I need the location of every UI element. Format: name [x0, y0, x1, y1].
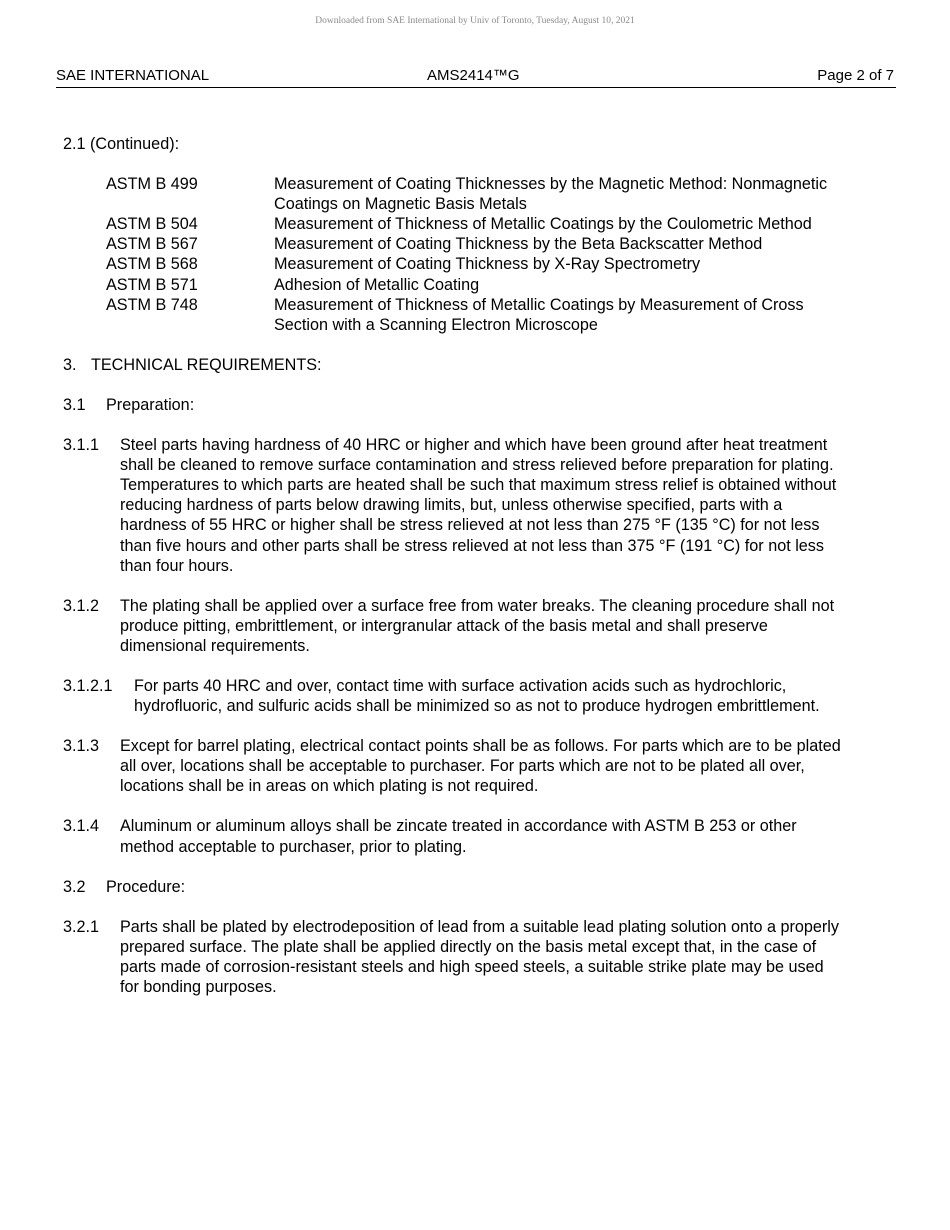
paragraph-text: Parts shall be plated by electrodeposition of lead from a suitable lead plating solution onto a properly prepared surface. The plate shall be applied directly on the basis metal except that, in the case of parts made of corrosion-resistant steels and high speed steels, a suitable strike plate may be used for bonding purposes. [120, 917, 839, 996]
section-title: Procedure: [106, 877, 186, 896]
paragraph-text: Steel parts having hardness of 40 HRC or higher and which have been ground after heat treatment shall be cleaned to remove surface contamination and stress relieved before preparation for plating. Temperatures to which parts are heated shall be such that maximum stress relief is obtained without reducing hardness of parts below drawing limits, but, unless otherwise specified, parts with a hardness of 55 HRC or higher shall be stress relieved at not less than 275 °F (135 °C) for not less than five hours and other parts shall be stress relieved at not less than 375 °F (191 °C) for not less than four hours. [120, 436, 837, 575]
section-number: 3.2 [63, 877, 86, 896]
paragraph-text: Aluminum or aluminum alloys shall be zincate treated in accordance with ASTM B 253 or other method acceptable to purchaser, prior to plating. [120, 817, 797, 856]
paragraph-number: 3.1.3 [63, 737, 100, 756]
reference-row [106, 275, 834, 295]
section-number: 3. [63, 355, 77, 374]
paragraph-number: 3.1.2 [63, 596, 100, 615]
paragraph-text: The plating shall be applied over a surface free from water breaks. The cleaning procedure shall not produce pitting, embrittlement, or intergranular attack of the basis metal and shall preserve dimensional requirements. [120, 596, 835, 655]
section-3-1-heading [63, 395, 843, 415]
reference-code: ASTM B 571 [106, 275, 198, 294]
reference-title: Measurement of Coating Thickness by the Beta Backscatter Method [274, 235, 763, 254]
paragraph-text: For parts 40 HRC and over, contact time with surface activation acids such as hydrochloric, hydrofluoric, and sulfuric acids shall be minimized so as not to produce hydrogen embrittlement. [134, 676, 820, 716]
paragraph-3-1-4 [63, 816, 843, 856]
page-header [56, 67, 896, 88]
reference-title: Adhesion of Metallic Coating [274, 275, 480, 294]
section-number: 3.1 [63, 395, 86, 414]
reference-code: ASTM B 567 [106, 235, 198, 254]
reference-code: ASTM B 499 [106, 175, 198, 194]
section-3-heading [63, 355, 843, 375]
paragraph-text: Except for barrel plating, electrical contact points shall be as follows. For parts which are to be plated all over, locations shall be acceptable to purchaser. For parts which are not to be plated all over, locations shall be in areas on which plating is not required. [120, 737, 841, 796]
paragraph-3-1-3 [63, 736, 843, 796]
continued-label: 2.1 (Continued): [63, 135, 180, 153]
paragraph-number: 3.1.1 [63, 436, 100, 455]
paragraph-3-1-1 [63, 435, 843, 576]
header-organization: SAE INTERNATIONAL [56, 67, 210, 84]
header-document-number: AMS2414™G [427, 67, 520, 84]
reference-list [106, 174, 834, 335]
reference-row [106, 295, 834, 335]
reference-code: ASTM B 748 [106, 295, 198, 314]
download-watermark: Downloaded from SAE International by Univ of Toronto, Tuesday, August 10, 2021 [315, 16, 635, 26]
section-3-2-heading [63, 877, 843, 897]
section-title: TECHNICAL REQUIREMENTS: [91, 355, 322, 374]
paragraph-number: 3.1.4 [63, 817, 100, 836]
paragraph-number: 3.2.1 [63, 917, 100, 936]
reference-title: Measurement of Coating Thickness by X-Ray Spectrometry [274, 255, 701, 274]
reference-title: Measurement of Thickness of Metallic Coatings by Measurement of Cross Section with a Scanning Electron Microscope [274, 295, 804, 334]
reference-row [106, 234, 834, 254]
document-body [63, 134, 843, 1017]
section-title: Preparation: [106, 395, 195, 414]
reference-title: Measurement of Thickness of Metallic Coatings by the Coulometric Method [274, 215, 812, 234]
reference-row [106, 254, 834, 274]
paragraph-number: 3.1.2.1 [63, 676, 113, 695]
paragraph-3-1-2-1 [63, 676, 843, 716]
reference-row [106, 214, 834, 234]
paragraph-3-2-1 [63, 917, 843, 997]
paragraph-3-1-2 [63, 596, 843, 656]
reference-code: ASTM B 504 [106, 215, 198, 234]
reference-title: Measurement of Coating Thicknesses by the Magnetic Method: Nonmagnetic Coatings on Magnetic Basis Metals [274, 175, 828, 214]
header-page-number: Page 2 of 7 [817, 67, 894, 84]
reference-code: ASTM B 568 [106, 255, 198, 274]
reference-row [106, 174, 834, 214]
